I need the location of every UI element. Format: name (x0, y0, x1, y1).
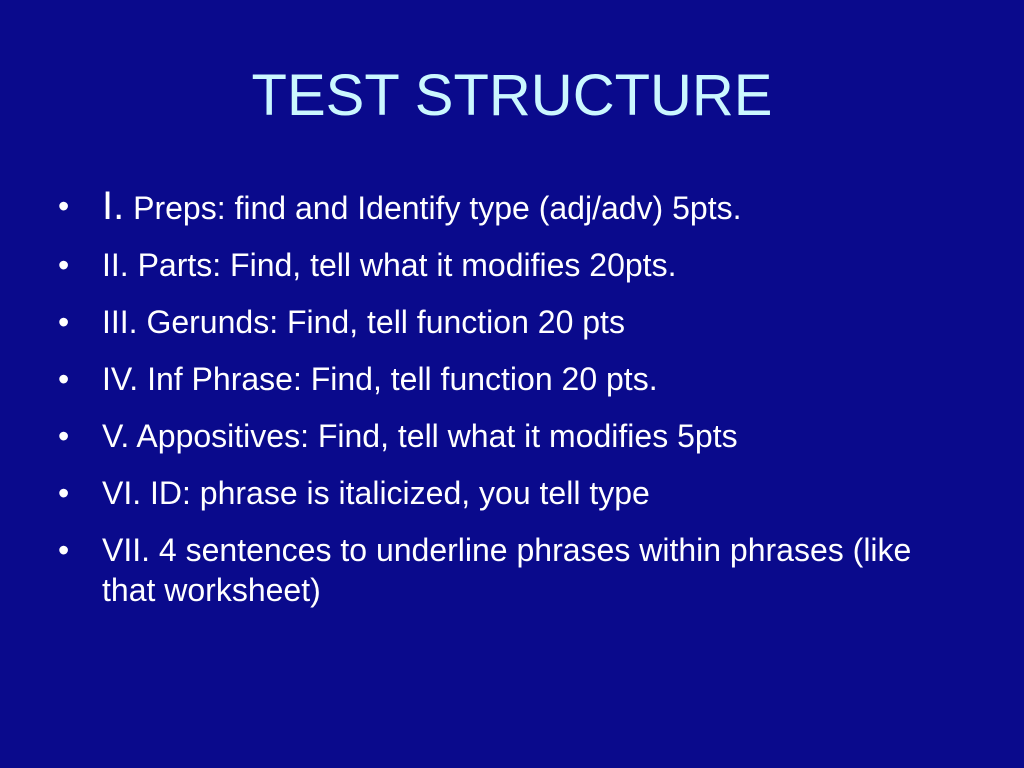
list-item-sentences (58, 530, 958, 610)
list-item-appositives (58, 416, 958, 456)
item-text: III. Gerunds: Find, tell function 20 pts (102, 304, 625, 340)
item-text: VI. ID: phrase is italicized, you tell type (102, 475, 650, 511)
item-text: Preps: find and Identify type (adj/adv) 5pts. (124, 190, 742, 226)
item-text: II. Parts: Find, tell what it modifies 20pts. (102, 247, 677, 283)
slide-title: TEST STRUCTURE (251, 63, 773, 128)
list-item-infinitive-phrase (58, 359, 958, 399)
bullet-icon: • (58, 418, 70, 454)
item-text: IV. Inf Phrase: Find, tell function 20 pts. (102, 361, 658, 397)
list-item-parts (58, 245, 958, 285)
bullet-icon: • (58, 475, 70, 511)
bullet-icon: • (58, 188, 70, 224)
bullet-icon: • (58, 532, 70, 568)
bullet-icon: • (58, 304, 70, 340)
list-item-preps (58, 186, 958, 228)
bullet-icon: • (58, 361, 70, 397)
bullet-list (58, 186, 958, 627)
item-text: VII. 4 sentences to underline phrases within phrases (like that worksheet) (102, 532, 912, 608)
list-item-id (58, 473, 958, 513)
bullet-icon: • (58, 247, 70, 283)
item-numeral: I. (102, 184, 125, 228)
item-text: V. Appositives: Find, tell what it modifies 5pts (102, 418, 738, 454)
list-item-gerunds (58, 302, 958, 342)
